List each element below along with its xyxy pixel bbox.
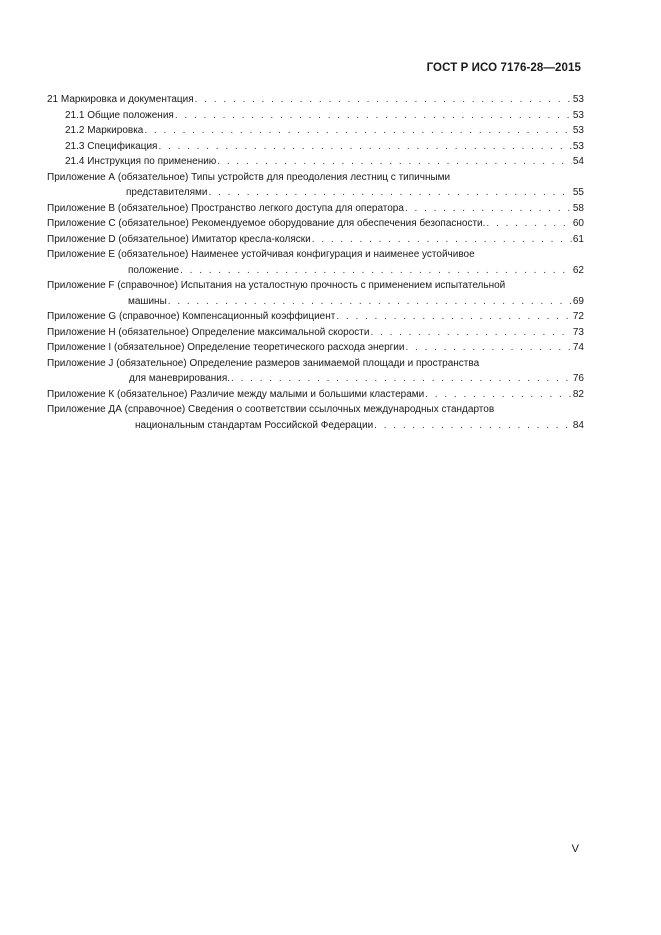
table-of-contents	[47, 92, 584, 433]
toc-entry-appendix-b[interactable]	[47, 201, 584, 217]
toc-entry-appendix-f[interactable]	[47, 278, 584, 309]
toc-entry-section-21[interactable]	[47, 92, 584, 108]
toc-entry-label-line1: Приложение ДА (справочное) Сведения о соответствии ссылочных международных стандартов	[47, 404, 495, 415]
toc-page-number: 69	[572, 295, 584, 307]
toc-entry-label-line1: Приложение F (справочное) Испытания на усталостную прочность с применением испытательной	[47, 280, 506, 291]
toc-entry-appendix-j[interactable]	[47, 356, 584, 387]
toc-entry-appendix-c[interactable]	[47, 216, 584, 232]
toc-page-number: 60	[572, 218, 584, 229]
toc-entry-appendix-e[interactable]	[47, 247, 584, 278]
toc-dot-leader	[144, 123, 572, 139]
toc-entry-label: Приложение Н (обязательное) Определение максимальной скорости	[47, 326, 370, 338]
toc-entry-appendix-da[interactable]	[47, 402, 584, 433]
toc-dot-leader	[486, 216, 571, 232]
toc-dot-leader	[158, 139, 571, 155]
toc-entry-label: 21 Маркировка и документация	[47, 94, 194, 105]
toc-page-number: 62	[572, 264, 584, 276]
toc-dot-leader	[405, 340, 571, 356]
toc-entry-label-line2: национальным стандартам Российской Федерации	[135, 419, 374, 431]
toc-dot-leader	[217, 154, 572, 170]
toc-page-number: 54	[572, 156, 584, 167]
toc-entry-label-line1: Приложение А (обязательное) Типы устройств для преодоления лестниц с типичными	[47, 171, 451, 183]
page-header-standard-code: ГОСТ Р ИСО 7176-28—2015	[426, 62, 581, 74]
toc-entry-label: Приложение D (обязательное) Имитатор кресла-коляски	[47, 233, 311, 245]
toc-entry-label-line2: положение	[128, 264, 180, 276]
toc-page-number: 53	[572, 109, 584, 121]
toc-entry-label-line1: Приложение Е (обязательное) Наименее устойчивая конфигурация и наименее устойчивое	[47, 249, 475, 260]
toc-entry-label: Приложение К (обязательное) Различие между малыми и большими кластерами	[47, 388, 425, 400]
toc-entry-section-21-4[interactable]	[47, 154, 584, 170]
toc-dot-leader	[425, 387, 572, 403]
toc-page-number: 58	[572, 202, 584, 214]
toc-entry-label: 21.3 Спецификация	[65, 140, 158, 152]
toc-entry-label-line2: для маневрирования.	[129, 373, 231, 384]
toc-dot-leader	[168, 294, 572, 310]
toc-entry-appendix-k[interactable]	[47, 387, 584, 403]
toc-page-number: 53	[572, 94, 584, 105]
toc-entry-section-21-2[interactable]	[47, 123, 584, 139]
page-number-footer: V	[571, 843, 579, 855]
toc-page-number: 55	[572, 187, 584, 198]
toc-entry-label-line2: представителями	[126, 187, 208, 198]
toc-entry-label-line2: машины	[128, 295, 167, 307]
toc-entry-section-21-3[interactable]	[47, 139, 584, 155]
toc-entry-section-21-1[interactable]	[47, 108, 584, 124]
toc-entry-appendix-d[interactable]	[47, 232, 584, 248]
toc-page-number: 73	[572, 326, 584, 338]
toc-dot-leader	[405, 201, 572, 217]
toc-dot-leader	[370, 325, 571, 341]
toc-dot-leader	[231, 371, 572, 387]
toc-entry-appendix-h[interactable]	[47, 325, 584, 341]
toc-dot-leader	[312, 232, 572, 248]
toc-page-number: 53	[572, 125, 584, 136]
toc-page-number: 72	[572, 311, 584, 322]
toc-entry-label: 21.1 Общие положения	[65, 109, 174, 121]
toc-entry-label: Приложение G (справочное) Компенсационный коэффициент	[47, 311, 336, 322]
toc-entry-appendix-a[interactable]	[47, 170, 584, 201]
toc-page-number: 76	[572, 373, 584, 384]
toc-page-number: 74	[572, 342, 584, 353]
toc-page-number: 82	[572, 388, 584, 400]
toc-dot-leader	[209, 185, 572, 201]
toc-dot-leader	[374, 418, 572, 434]
toc-entry-label: Приложение I (обязательное) Определение теоретического расхода энергии	[47, 342, 405, 353]
toc-dot-leader	[195, 92, 572, 108]
toc-entry-label: 21.2 Маркировка	[65, 125, 144, 136]
toc-entry-label-line1: Приложение J (обязательное) Определение размеров занимаемой площади и пространства	[47, 357, 480, 369]
toc-entry-appendix-i[interactable]	[47, 340, 584, 356]
toc-entry-appendix-g[interactable]	[47, 309, 584, 325]
toc-page-number: 53	[572, 140, 584, 152]
toc-page-number: 61	[572, 233, 584, 245]
toc-page-number: 84	[572, 419, 584, 431]
toc-entry-label: 21.4 Инструкция по применению	[65, 156, 217, 167]
toc-dot-leader	[175, 108, 572, 124]
toc-entry-label: Приложение В (обязательное) Пространство легкого доступа для оператора	[47, 202, 404, 214]
toc-entry-label: Приложение С (обязательное) Рекомендуемое оборудование для обеспечения безопасности.	[47, 218, 486, 229]
toc-dot-leader	[336, 309, 572, 325]
toc-dot-leader	[180, 263, 572, 279]
